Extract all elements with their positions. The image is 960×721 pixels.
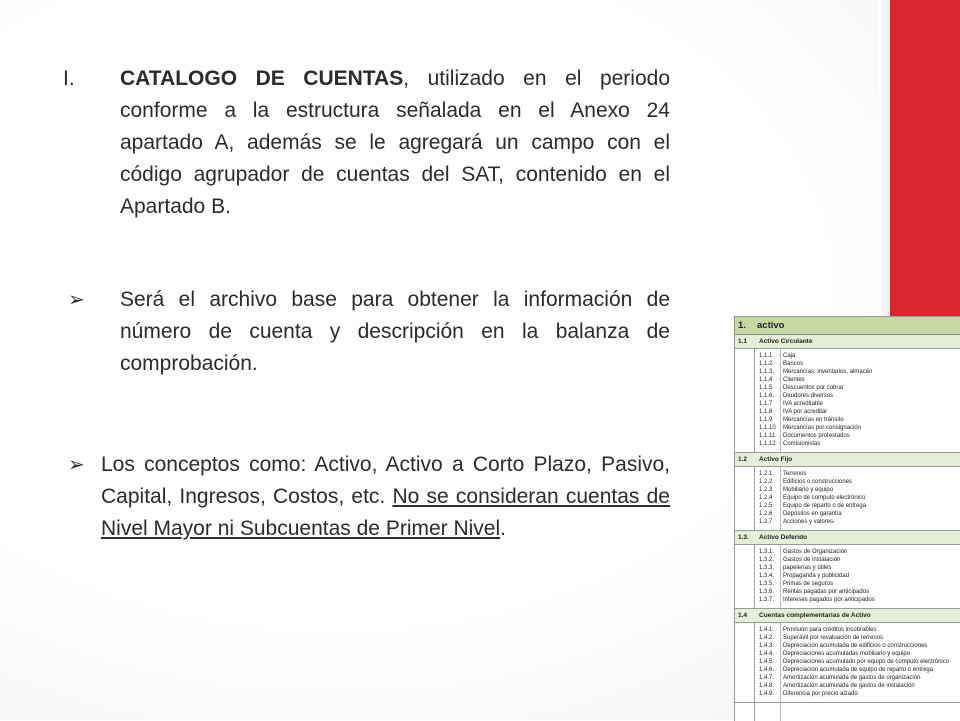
account-name: Bancos <box>783 361 804 367</box>
section-catalogo-text <box>120 63 670 223</box>
section-code: 1.2 <box>738 456 748 463</box>
table-section-row <box>735 609 960 623</box>
table-row <box>735 658 960 666</box>
account-code: 1.4.5. <box>759 659 775 665</box>
bullet-conceptos <box>68 449 670 545</box>
table-row <box>735 596 960 604</box>
table-row <box>735 674 960 682</box>
table-row <box>735 392 960 400</box>
table-row <box>735 368 960 376</box>
arrow-bullet-icon: ➢ <box>68 289 85 311</box>
account-code: 1.2.3 <box>759 487 773 493</box>
section-name: Activo Deferido <box>759 534 808 541</box>
account-name: Acciones y valores- <box>783 519 836 525</box>
table-row <box>735 400 960 408</box>
account-code: 1.2.2 <box>759 479 773 485</box>
account-code: 1.1.11 <box>759 433 776 439</box>
table-header-name: activo <box>757 320 785 331</box>
account-name: Depreciaciones acumuladas mobiliario y equipo <box>783 651 911 657</box>
account-name: Terrenos <box>783 471 807 477</box>
table-section-rows <box>735 349 960 453</box>
table-row <box>735 634 960 642</box>
account-name: Mercancías por consignación <box>783 425 862 431</box>
account-code: 1.3.6. <box>759 589 775 595</box>
account-code: 1.2.1 <box>759 471 773 477</box>
table-row <box>735 494 960 502</box>
account-code: 1.1.12 <box>759 441 776 447</box>
table-row <box>735 376 960 384</box>
table-row <box>735 416 960 424</box>
account-code: 1.3.3. <box>759 565 775 571</box>
account-name: Rentas pagadas por anticipados <box>783 589 870 595</box>
account-name: IVA acreditable <box>783 401 823 407</box>
bullet-archivo-base <box>68 284 670 380</box>
table-section-rows <box>735 545 960 609</box>
account-code: 1.3.1. <box>759 549 775 555</box>
account-code: 1.3.4. <box>759 573 775 579</box>
conceptos-underlined-text: No se consideran cuentas de Nivel Mayor ni Subcuentas de Primer Nivel <box>101 485 670 540</box>
account-code: 1.4.8. <box>759 683 775 689</box>
section-code: 1.3. <box>738 534 749 541</box>
account-name: Depreciación acumulada de equipo de reparto o entrega <box>783 667 934 673</box>
conceptos-end-text: . <box>500 517 506 540</box>
account-name: Deudores diversos <box>783 393 834 399</box>
account-name: Mobiliario y equipo <box>783 487 834 493</box>
table-section-rows <box>735 623 960 703</box>
table-row <box>735 518 960 526</box>
account-code: 1.3.5. <box>759 581 775 587</box>
table-row <box>735 626 960 634</box>
account-name: Mercancías en tránsito <box>783 417 844 423</box>
account-name: Gastos de Organización <box>783 549 848 555</box>
account-name: Depósitos en garantía <box>783 511 842 517</box>
account-name: Depreciaciones acumulado por equipo de computo electrónico <box>783 659 950 665</box>
table-row <box>735 690 960 698</box>
account-name: Amortización acumulada de gastos de instalación <box>783 683 915 689</box>
account-code: 1.1.5 <box>759 385 773 391</box>
account-code: 1.2.6 <box>759 511 773 517</box>
bullet-conceptos-text <box>101 449 670 545</box>
conceptos-plain-text: Los conceptos como: Activo, Activo a Corto Plazo, Pasivo, Capital, Ingresos, Costos, etc. <box>101 453 670 508</box>
account-name: Gastos de instalación <box>783 557 841 563</box>
account-code: 1.2.7 <box>759 519 773 525</box>
account-code: 1.4.6. <box>759 667 775 673</box>
table-row <box>735 572 960 580</box>
account-code: 1.1.9 <box>759 417 773 423</box>
arrow-bullet-icon: ➢ <box>68 454 85 476</box>
table-row <box>735 440 960 448</box>
table-row <box>735 564 960 572</box>
accounts-catalog-table <box>734 316 960 721</box>
table-row <box>735 548 960 556</box>
table-row <box>735 408 960 416</box>
account-name: papelerías y útiles <box>783 565 832 571</box>
table-section-rows <box>735 467 960 531</box>
account-code: 1.3.2. <box>759 557 775 563</box>
account-name: Edificios o construcciones <box>783 479 853 485</box>
table-row <box>735 650 960 658</box>
table-row <box>735 486 960 494</box>
table-row <box>735 642 960 650</box>
table-row <box>735 588 960 596</box>
section-code: 1.4 <box>738 612 748 619</box>
table-section-row <box>735 531 960 545</box>
account-code: 1.1.1 <box>759 353 773 359</box>
account-name: Equipo de reparto o de entrega <box>783 503 867 509</box>
table-row <box>735 478 960 486</box>
account-code: 1.1.3. <box>759 369 775 375</box>
table-sections <box>735 335 960 703</box>
account-name: Primas de seguros <box>783 581 834 587</box>
account-code: 1.3.7. <box>759 597 775 603</box>
section-name: Activo Circulante <box>759 338 813 345</box>
table-row <box>735 432 960 440</box>
account-code: 1.1.8 <box>759 409 773 415</box>
account-code: 1.2.4 <box>759 495 773 501</box>
table-row <box>735 384 960 392</box>
table-row <box>735 502 960 510</box>
table-row <box>735 360 960 368</box>
account-code: 1.2.5 <box>759 503 773 509</box>
account-name: Depreciación acumulada de edificios o construcciones <box>783 643 928 649</box>
section-code: 1.1 <box>738 338 748 345</box>
table-header-row <box>735 317 960 335</box>
table-row <box>735 682 960 690</box>
roman-numeral: I. <box>63 67 75 90</box>
account-code: 1.4.2. <box>759 635 775 641</box>
table-row <box>735 666 960 674</box>
section-name: Cuentas complementarias de Activo <box>759 612 871 619</box>
table-header-code: 1. <box>738 320 746 331</box>
table-row <box>735 580 960 588</box>
table-row <box>735 352 960 360</box>
account-name: Comisionistas <box>783 441 821 447</box>
account-name: Equipo de computo electrónico <box>783 495 866 501</box>
account-code: 1.1.6. <box>759 393 775 399</box>
account-name: Amortización acumulada de gastos de organización <box>783 675 921 681</box>
account-name: IVA por acreditar <box>783 409 828 415</box>
table-section-row <box>735 335 960 349</box>
section-catalogo-title: CATALOGO DE CUENTAS <box>120 67 404 90</box>
account-code: 1.1.10 <box>759 425 776 431</box>
account-name: Documentos protestados <box>783 433 850 439</box>
bullet-archivo-base-text: Será el archivo base para obtener la información de número de cuenta y descripción en la balanza de comprobación. <box>120 288 670 375</box>
section-catalogo-body: , utilizado en el periodo conforme a la estructura señalada en el Anexo 24 apartado A, además se le agregará un campo con el código agrupador de cuentas del SAT, contenido en el Apartado B. <box>120 67 671 218</box>
table-row <box>735 510 960 518</box>
account-code: 1.4.3. <box>759 643 775 649</box>
account-code: 1.4.4. <box>759 651 775 657</box>
table-row <box>735 556 960 564</box>
account-name: Diferencia por precio alzado <box>783 691 858 697</box>
account-name: Provisión para créditos incobrables <box>783 627 877 633</box>
table-row <box>735 424 960 432</box>
account-code: 1.4.9. <box>759 691 775 697</box>
account-name: Mercancías, inventarios, almacén <box>783 369 873 375</box>
account-name: Caja <box>783 353 796 359</box>
section-catalogo <box>63 63 670 223</box>
account-name: Superávit por revaluación de terrenos <box>783 635 884 641</box>
account-name: Propaganda y publicidad <box>783 573 850 579</box>
account-name: Clientes <box>783 377 805 383</box>
account-code: 1.4.7. <box>759 675 775 681</box>
account-code: 1.1.2 <box>759 361 773 367</box>
account-name: Intereses pagados por anticipados <box>783 597 875 603</box>
table-section-row <box>735 453 960 467</box>
table-row <box>735 470 960 478</box>
account-name: Descuentos por cobrar <box>783 385 844 391</box>
account-code: 1.1.7 <box>759 401 773 407</box>
account-code: 1.4.1. <box>759 627 775 633</box>
account-code: 1.1.4 <box>759 377 773 383</box>
section-name: Activo Fijo <box>759 456 793 463</box>
